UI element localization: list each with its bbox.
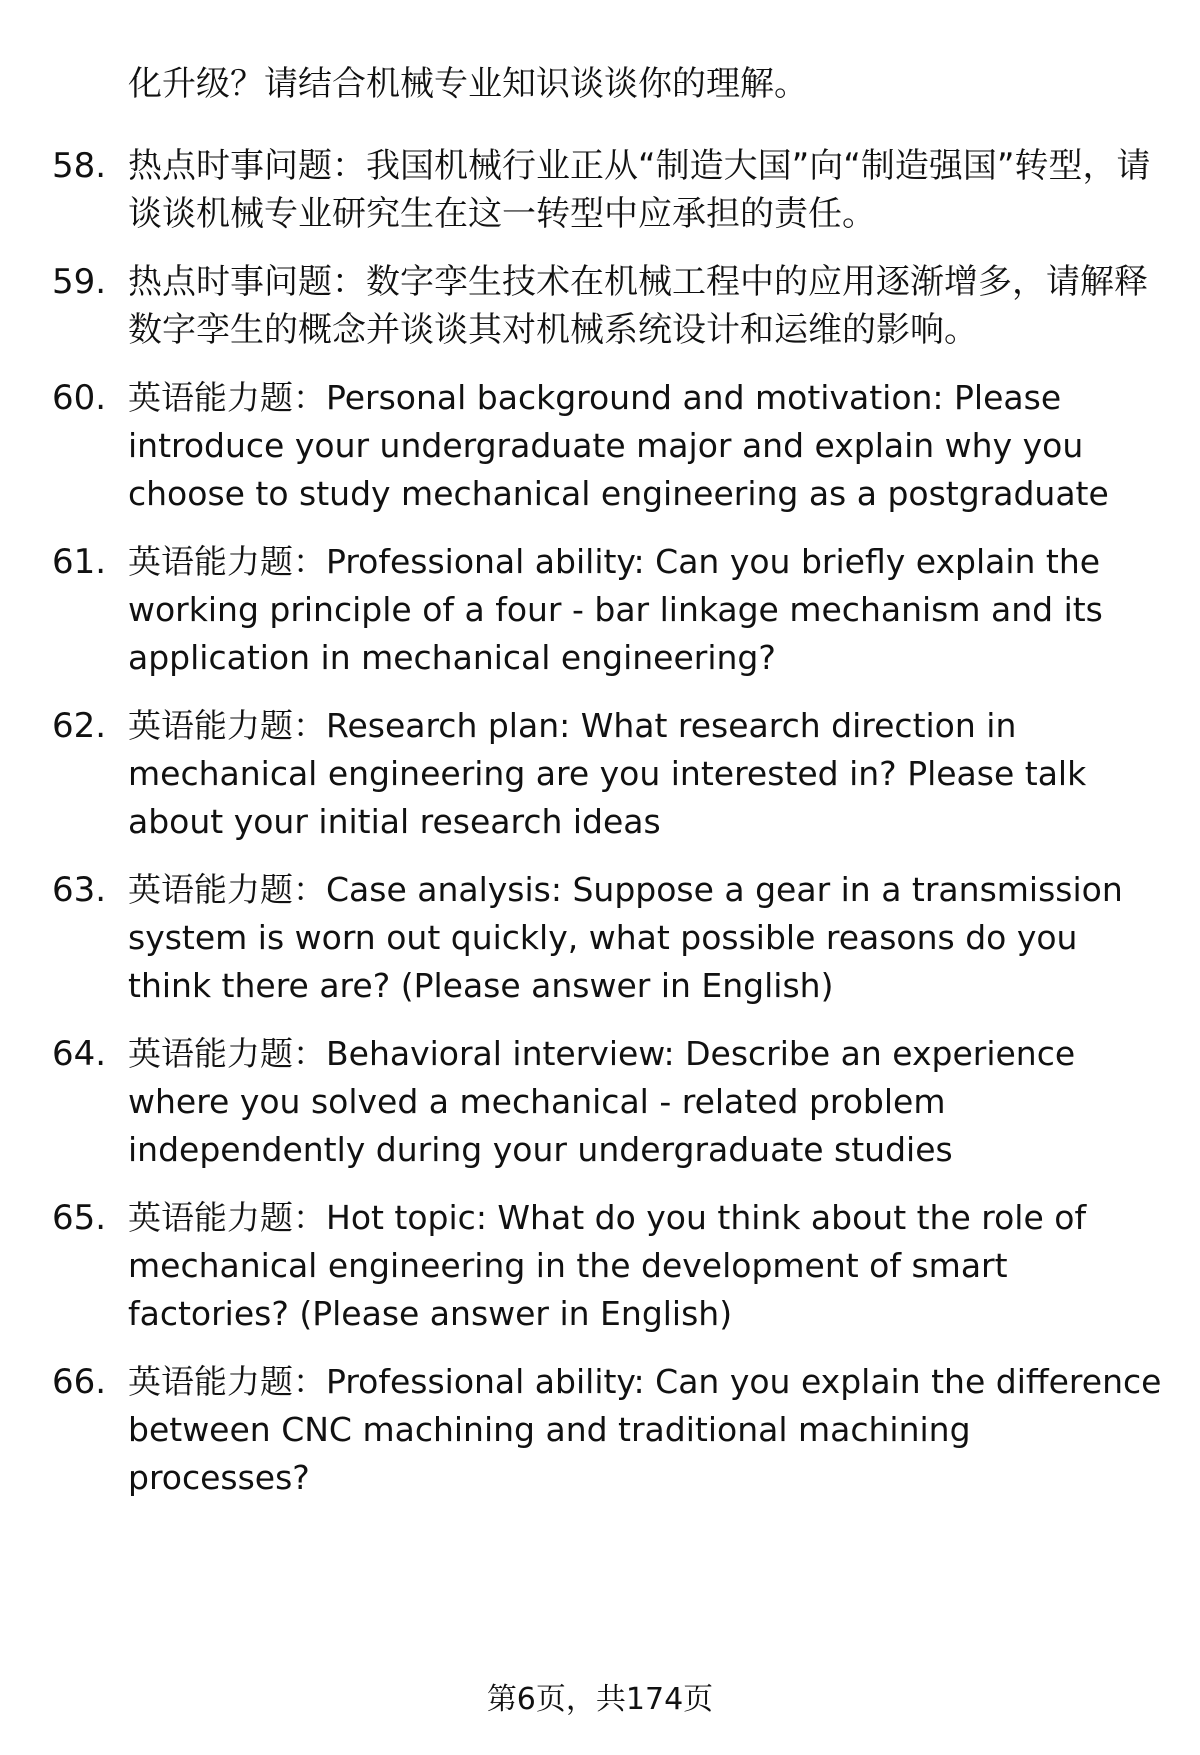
question-number: 61. xyxy=(52,542,107,582)
question-item-60 xyxy=(52,374,1162,518)
question-text: 热点时事问题：我国机械行业正从“制造大国”向“制造强国”转型，请谈谈机械专业研究生在这一转型中应承担的责任。 xyxy=(128,146,1151,234)
question-item-58 xyxy=(52,142,1162,238)
question-number: 64. xyxy=(52,1034,107,1074)
question-text: 英语能力题：Behavioral interview: Describe an experience where you solved a mechanical - related problem independently during your undergraduate studies xyxy=(128,1034,1076,1169)
page-indicator: 第6页，共174页 xyxy=(486,1682,714,1717)
question-number: 60. xyxy=(52,378,107,418)
question-number: 62. xyxy=(52,706,107,746)
question-text: 英语能力题：Professional ability: Can you briefly explain the working principle of a four - bar linkage mechanism and its application in mechanical engineering? xyxy=(128,542,1103,677)
question-text: 英语能力题：Hot topic: What do you think about the role of mechanical engineering in the development of smart factories? (Please answer in English) xyxy=(128,1198,1087,1333)
question-number: 63. xyxy=(52,870,107,910)
question-item-61 xyxy=(52,538,1162,682)
question-number: 66. xyxy=(52,1362,107,1402)
question-number: 59. xyxy=(52,262,107,302)
question-item-66 xyxy=(52,1358,1162,1502)
question-text: 热点时事问题：数字孪生技术在机械工程中的应用逐渐增多，请解释数字孪生的概念并谈谈其对机械系统设计和运维的影响。 xyxy=(128,262,1148,350)
question-number: 65. xyxy=(52,1198,107,1238)
question-item-65 xyxy=(52,1194,1162,1338)
question-number: 58. xyxy=(52,146,107,186)
question-text: 英语能力题：Research plan: What research direction in mechanical engineering are you interested in? Please talk about your initial research ideas xyxy=(128,706,1087,841)
question-item-62 xyxy=(52,702,1162,846)
question-list xyxy=(52,142,1162,1522)
question-text: 英语能力题：Personal background and motivation: Please introduce your undergraduate major and explain why you choose to study mechanical engineering as a postgraduate xyxy=(128,378,1109,513)
question-text: 英语能力题：Case analysis: Suppose a gear in a transmission system is worn out quickly, what possible reasons do you think there are? (Please answer in English) xyxy=(128,870,1123,1005)
question-text: 英语能力题：Professional ability: Can you explain the difference between CNC machining and traditional machining processes? xyxy=(128,1362,1162,1497)
question-continuation-text: 化升级？请结合机械专业知识谈谈你的理解。 xyxy=(128,64,808,104)
question-item-64 xyxy=(52,1030,1162,1174)
question-item-59 xyxy=(52,258,1162,354)
question-item-63 xyxy=(52,866,1162,1010)
